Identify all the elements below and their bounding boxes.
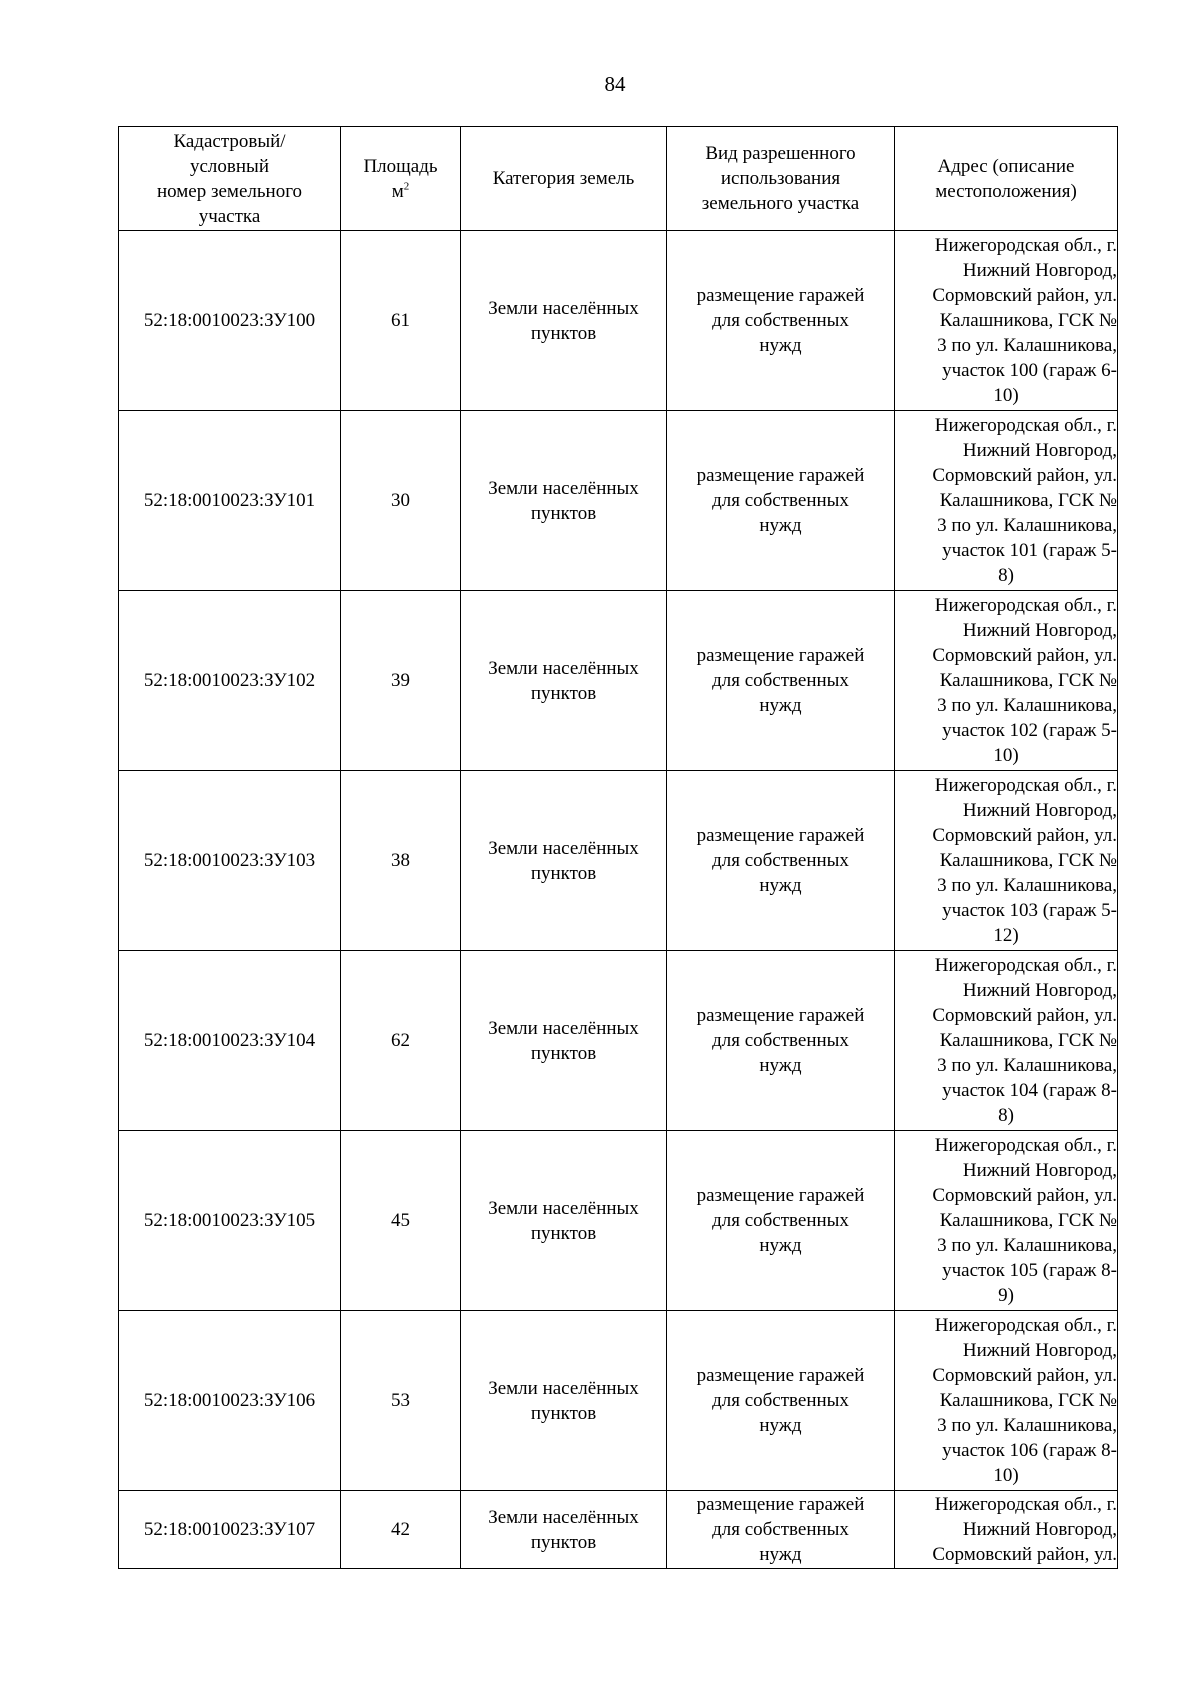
header-text: Адрес (описание xyxy=(937,155,1075,177)
land-category-line: пунктов xyxy=(530,1222,597,1244)
permitted-use-cell xyxy=(667,1311,895,1491)
address-cell xyxy=(895,1311,1118,1491)
permitted-use-line: нужд xyxy=(759,875,802,896)
cadastral-number-cell: 52:18:0010023:ЗУ103 xyxy=(119,771,341,951)
address-line: участок 102 (гараж 5- xyxy=(942,720,1117,741)
address-line: Нижний Новгород, xyxy=(962,440,1117,461)
permitted-use-cell xyxy=(667,1131,895,1311)
header-cadastral-number xyxy=(119,127,341,231)
address-line: 9) xyxy=(998,1285,1014,1306)
table-body xyxy=(119,231,1118,1569)
table-row xyxy=(119,231,1118,411)
address-line: Нижний Новгород, xyxy=(962,260,1117,281)
table-row xyxy=(119,1131,1118,1311)
address-line: Калашникова, ГСК № xyxy=(939,490,1117,511)
permitted-use-line: нужд xyxy=(759,335,802,356)
permitted-use-line: размещение гаражей xyxy=(696,1005,865,1026)
address-line: 10) xyxy=(993,745,1019,766)
permitted-use-line: нужд xyxy=(759,1055,802,1076)
land-category-line: пунктов xyxy=(530,862,597,884)
header-text: участка xyxy=(198,205,261,227)
table-header xyxy=(119,127,1118,231)
permitted-use-cell xyxy=(667,951,895,1131)
table-row xyxy=(119,951,1118,1131)
land-category-cell xyxy=(461,231,667,411)
permitted-use-line: размещение гаражей xyxy=(696,1494,865,1515)
address-line: 3 по ул. Калашникова, xyxy=(937,515,1117,536)
permitted-use-line: размещение гаражей xyxy=(696,285,865,306)
address-line: 8) xyxy=(998,565,1014,586)
land-category-line: Земли населённых xyxy=(488,477,639,499)
address-line: Нижний Новгород, xyxy=(962,1340,1117,1361)
address-cell xyxy=(895,591,1118,771)
land-category-cell xyxy=(461,1131,667,1311)
land-category-line: пунктов xyxy=(530,502,597,524)
address-line: 10) xyxy=(993,1465,1019,1486)
area-cell: 53 xyxy=(341,1311,461,1491)
area-cell: 42 xyxy=(341,1491,461,1569)
permitted-use-line: для собственных xyxy=(712,1390,849,1411)
land-category-line: пунктов xyxy=(530,322,597,344)
header-text: земельного участка xyxy=(701,193,860,214)
permitted-use-line: нужд xyxy=(759,695,802,716)
permitted-use-line: нужд xyxy=(759,1544,802,1565)
permitted-use-line: для собственных xyxy=(712,1210,849,1231)
land-category-line: Земли населённых xyxy=(488,1377,639,1399)
permitted-use-line: для собственных xyxy=(712,1030,849,1051)
header-text: Кадастровый/ xyxy=(173,130,286,152)
address-line: участок 103 (гараж 5- xyxy=(942,900,1117,921)
land-category-line: пунктов xyxy=(530,682,597,704)
permitted-use-line: нужд xyxy=(759,515,802,536)
permitted-use-line: нужд xyxy=(759,1415,802,1436)
header-text: Вид разрешенного xyxy=(705,143,856,164)
address-line: 10) xyxy=(993,385,1019,406)
table-row xyxy=(119,411,1118,591)
permitted-use-line: размещение гаражей xyxy=(696,1185,865,1206)
table-row xyxy=(119,1491,1118,1569)
address-line: Сормовский район, ул. xyxy=(932,1005,1117,1026)
area-cell: 62 xyxy=(341,951,461,1131)
address-line: Калашникова, ГСК № xyxy=(939,1390,1117,1411)
header-text: местоположения) xyxy=(935,180,1077,202)
address-line: Нижний Новгород, xyxy=(962,1519,1117,1540)
cadastral-number-cell: 52:18:0010023:ЗУ100 xyxy=(119,231,341,411)
address-line: Нижний Новгород, xyxy=(962,800,1117,821)
address-line: Калашникова, ГСК № xyxy=(939,670,1117,691)
permitted-use-line: размещение гаражей xyxy=(696,465,865,486)
permitted-use-cell xyxy=(667,231,895,411)
address-line: 8) xyxy=(998,1105,1014,1126)
area-cell: 45 xyxy=(341,1131,461,1311)
address-line: Нижний Новгород, xyxy=(962,980,1117,1001)
land-category-line: Земли населённых xyxy=(488,1506,639,1528)
address-line: Нижегородская обл., г. xyxy=(934,1135,1117,1156)
area-cell: 61 xyxy=(341,231,461,411)
address-line: Нижний Новгород, xyxy=(962,1160,1117,1181)
address-cell xyxy=(895,771,1118,951)
address-line: Сормовский район, ул. xyxy=(932,285,1117,306)
header-text: Площадь xyxy=(363,155,438,177)
address-line: 3 по ул. Калашникова, xyxy=(937,1055,1117,1076)
address-line: Калашникова, ГСК № xyxy=(939,850,1117,871)
address-line: участок 105 (гараж 8- xyxy=(942,1260,1117,1281)
permitted-use-cell xyxy=(667,771,895,951)
land-plots-table xyxy=(118,126,1118,1569)
area-cell: 39 xyxy=(341,591,461,771)
page-number: 84 xyxy=(604,72,626,96)
address-line: 3 по ул. Калашникова, xyxy=(937,1415,1117,1436)
address-line: участок 100 (гараж 6- xyxy=(942,360,1117,381)
land-category-cell xyxy=(461,1491,667,1569)
address-line: Нижегородская обл., г. xyxy=(934,775,1117,796)
address-line: Сормовский район, ул. xyxy=(932,1185,1117,1206)
permitted-use-line: размещение гаражей xyxy=(696,825,865,846)
permitted-use-line: размещение гаражей xyxy=(696,1365,865,1386)
cadastral-number-cell: 52:18:0010023:ЗУ101 xyxy=(119,411,341,591)
permitted-use-line: нужд xyxy=(759,1235,802,1256)
address-line: Калашникова, ГСК № xyxy=(939,1210,1117,1231)
address-line: Сормовский район, ул. xyxy=(932,645,1117,666)
header-address xyxy=(895,127,1118,231)
address-line: Калашникова, ГСК № xyxy=(939,1030,1117,1051)
land-category-line: Земли населённых xyxy=(488,1017,639,1039)
address-line: 3 по ул. Калашникова, xyxy=(937,875,1117,896)
address-line: 3 по ул. Калашникова, xyxy=(937,1235,1117,1256)
land-category-line: пунктов xyxy=(530,1042,597,1064)
land-category-cell xyxy=(461,411,667,591)
header-text: условный xyxy=(190,155,269,177)
table-row xyxy=(119,771,1118,951)
cadastral-number-cell: 52:18:0010023:ЗУ102 xyxy=(119,591,341,771)
header-unit: $м^2$ xyxy=(391,180,410,202)
address-cell xyxy=(895,231,1118,411)
land-category-cell xyxy=(461,1311,667,1491)
permitted-use-cell xyxy=(667,411,895,591)
address-line: Сормовский район, ул. xyxy=(932,1544,1117,1565)
header-text: Категория земель xyxy=(492,168,635,189)
address-line: Сормовский район, ул. xyxy=(932,825,1117,846)
land-category-cell xyxy=(461,951,667,1131)
permitted-use-line: для собственных xyxy=(712,1519,849,1540)
header-land-category xyxy=(461,127,667,231)
address-line: Сормовский район, ул. xyxy=(932,1365,1117,1386)
address-line: Нижегородская обл., г. xyxy=(934,1494,1117,1515)
land-category-line: Земли населённых xyxy=(488,1197,639,1219)
land-category-line: Земли населённых xyxy=(488,657,639,679)
permitted-use-line: для собственных xyxy=(712,670,849,691)
permitted-use-line: для собственных xyxy=(712,850,849,871)
header-area xyxy=(341,127,461,231)
address-line: Нижегородская обл., г. xyxy=(934,595,1117,616)
address-cell xyxy=(895,1491,1118,1569)
land-category-line: Земли населённых xyxy=(488,837,639,859)
land-category-line: Земли населённых xyxy=(488,297,639,319)
address-line: Калашникова, ГСК № xyxy=(939,310,1117,331)
address-line: Сормовский район, ул. xyxy=(932,465,1117,486)
address-line: участок 106 (гараж 8- xyxy=(942,1440,1117,1461)
address-cell xyxy=(895,951,1118,1131)
cadastral-number-cell: 52:18:0010023:ЗУ106 xyxy=(119,1311,341,1491)
permitted-use-cell xyxy=(667,1491,895,1569)
land-category-cell xyxy=(461,591,667,771)
cadastral-number-cell: 52:18:0010023:ЗУ105 xyxy=(119,1131,341,1311)
address-line: Нижегородская обл., г. xyxy=(934,415,1117,436)
table-row xyxy=(119,591,1118,771)
address-line: Нижегородская обл., г. xyxy=(934,955,1117,976)
permitted-use-line: для собственных xyxy=(712,310,849,331)
address-line: участок 104 (гараж 8- xyxy=(942,1080,1117,1101)
address-line: 12) xyxy=(993,925,1019,946)
permitted-use-line: для собственных xyxy=(712,490,849,511)
area-cell: 38 xyxy=(341,771,461,951)
address-line: 3 по ул. Калашникова, xyxy=(937,695,1117,716)
area-cell: 30 xyxy=(341,411,461,591)
header-text: номер земельного xyxy=(156,180,303,202)
land-category-line: пунктов xyxy=(530,1531,597,1553)
land-category-cell xyxy=(461,771,667,951)
address-cell xyxy=(895,1131,1118,1311)
cadastral-number-cell: 52:18:0010023:ЗУ104 xyxy=(119,951,341,1131)
permitted-use-line: размещение гаражей xyxy=(696,645,865,666)
address-line: 3 по ул. Калашникова, xyxy=(937,335,1117,356)
address-line: Нижегородская обл., г. xyxy=(934,1315,1117,1336)
permitted-use-cell xyxy=(667,591,895,771)
header-text: использования xyxy=(720,168,841,189)
cadastral-number-cell: 52:18:0010023:ЗУ107 xyxy=(119,1491,341,1569)
address-cell xyxy=(895,411,1118,591)
address-line: участок 101 (гараж 5- xyxy=(942,540,1117,561)
table-row xyxy=(119,1311,1118,1491)
land-category-line: пунктов xyxy=(530,1402,597,1424)
address-line: Нижний Новгород, xyxy=(962,620,1117,641)
address-line: Нижегородская обл., г. xyxy=(934,235,1117,256)
header-permitted-use xyxy=(667,127,895,231)
